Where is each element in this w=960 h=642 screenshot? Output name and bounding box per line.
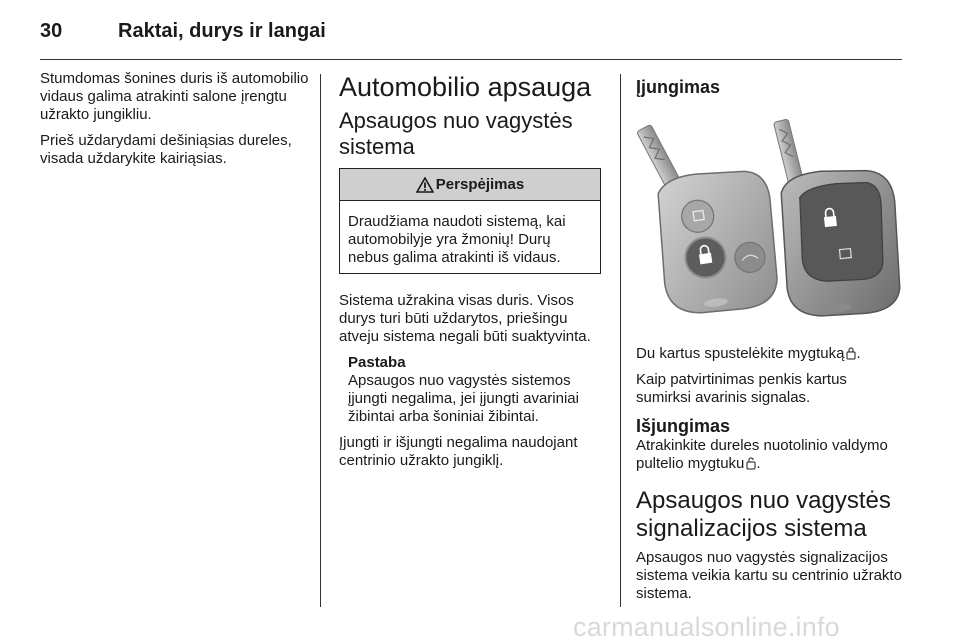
paragraph: Prieš uždarydami dešiniąsias dureles, visada uždarykite kairiąsias. bbox=[40, 132, 292, 167]
column-right bbox=[636, 70, 902, 611]
note-box bbox=[339, 354, 605, 426]
page-header bbox=[40, 16, 900, 60]
paragraph bbox=[636, 345, 902, 363]
paragraph: Kaip patvirtinimas penkis kartus sumirksi avarinis signalas. bbox=[636, 371, 847, 406]
section-heading: Automobilio apsauga bbox=[339, 72, 592, 102]
paragraph bbox=[636, 437, 902, 473]
page-number: 30 bbox=[40, 20, 63, 42]
car-key-remote-icon bbox=[636, 116, 902, 326]
column-divider bbox=[320, 74, 321, 607]
paragraph-end: . bbox=[856, 345, 861, 362]
column-divider bbox=[620, 74, 621, 607]
unlock-icon bbox=[746, 456, 756, 470]
warning-triangle-icon bbox=[416, 177, 434, 193]
paragraph-end: . bbox=[756, 455, 761, 472]
note-text: Apsaugos nuo vagystės sistemos įjungti negalima, jei įjungti avariniai žibintai arba šoniniai žibintai. bbox=[348, 372, 579, 425]
subsection-heading: Apsaugos nuo vagystės sistema bbox=[339, 108, 573, 159]
running-title: Raktai, durys ir langai bbox=[118, 20, 326, 42]
header-rule bbox=[40, 59, 902, 60]
warning-text: Draudžiama naudoti sistemą, kai automobilyje yra žmonių! Durų nebus galima atrakinti iš vidaus. bbox=[348, 213, 566, 266]
subsection-heading: Išjungimas bbox=[636, 416, 731, 436]
paragraph: Įjungti ir išjungti negalima naudojant centrinio užrakto jungiklį. bbox=[339, 434, 578, 469]
warning-header bbox=[340, 169, 600, 201]
warning-box bbox=[339, 168, 601, 274]
paragraph-text: Atrakinkite dureles nuotolinio valdymo pultelio mygtuku bbox=[636, 437, 888, 472]
paragraph: Stumdomas šonines duris iš automobilio vidaus galima atrakinti salone įrengtu užrakto jungikliu. bbox=[40, 70, 309, 123]
watermark: carmanualsonline.info bbox=[573, 612, 840, 642]
paragraph: Sistema užrakina visas duris. Visos durys turi būti uždarytos, priešingu atveju sistema negali būti suaktyvinta. bbox=[339, 292, 591, 345]
column-left bbox=[40, 70, 310, 176]
paragraph: Apsaugos nuo vagystės signalizacijos sistema veikia kartu su centrinio užrakto sistema. bbox=[636, 549, 902, 602]
paragraph-text: Du kartus spustelėkite mygtuką bbox=[636, 345, 845, 362]
subsection-heading: Įjungimas bbox=[636, 77, 721, 97]
warning-title: Perspėjimas bbox=[435, 176, 525, 193]
lock-icon bbox=[846, 346, 856, 360]
warning-body bbox=[340, 201, 600, 273]
note-label: Pastaba bbox=[348, 354, 406, 371]
column-middle bbox=[339, 70, 605, 478]
section-heading: Apsaugos nuo vagystės signalizacijos sistema bbox=[636, 487, 891, 542]
